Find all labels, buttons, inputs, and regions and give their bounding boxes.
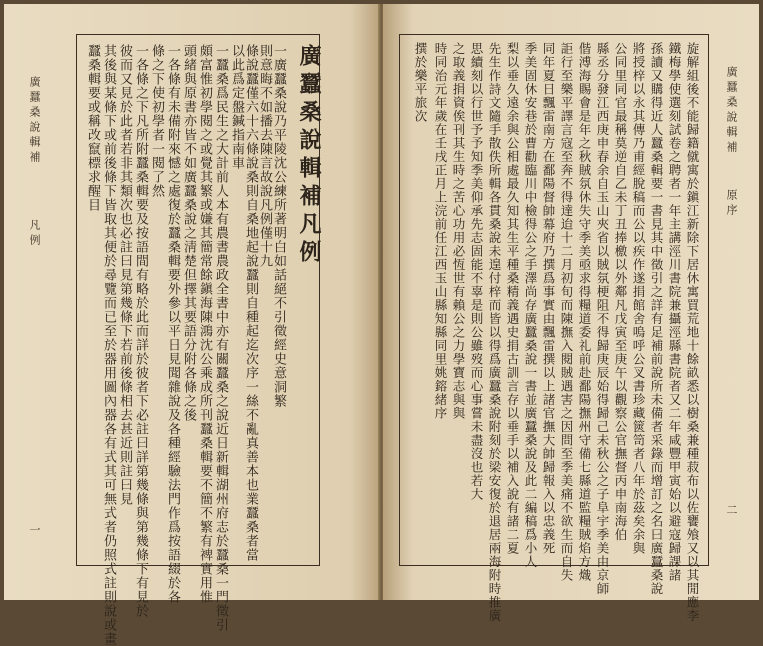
left-paragraph-13: 蠶桑輯要或稱改竄標求醒目: [85, 44, 100, 212]
right-paragraph-5: 公同里同官最稱莫逆自乙未丁丑捧檄以外鄰凡戊寅至庚午以觀察公官撫督丙申南海伯: [613, 42, 628, 542]
right-paragraph-10: 季美固休安巷於曹勸臨川中檢得公之手澤尚存廣蠶桑說一書並廣蠶桑說及此二編稿爲小人: [523, 42, 538, 569]
right-paragraph-6: 縣丞分發江西庚申春余自玉山夾省以賊氛梗阻不得歸庚辰始得歸己未秋公之子阜宇季美由京師: [595, 42, 610, 596]
left-paragraph-3: 條說蠶僅六十六條說桑則自桑地起說蠶則自種起迄次序一絲不亂真善本也業蠶桑者當: [243, 44, 258, 562]
left-margin-section: 凡例: [28, 219, 41, 249]
book-spread: [4, 4, 759, 646]
right-paragraph-2: 鐵梅學使選刻試卷之聘者一年主講涇川書院兼攝涇縣書院者又二年咸豐甲寅始以避寇歸課諸: [667, 42, 682, 582]
left-paragraph-9: 條之下使初學者一閱了然: [149, 44, 164, 198]
left-paragraph-8: 一各條有未備附來憾之處復於蠶桑輯要外參以平日見聞雜說及各種經驗法門作爲按語綴於各: [165, 44, 180, 604]
left-page-number: 一: [28, 524, 41, 539]
left-paragraph-11: 彼而又見於此者若非其類次也必註曰見第幾條下若前後條相去甚近則註曰見: [117, 44, 132, 506]
right-page-number: 二: [725, 504, 738, 519]
right-paragraph-16: 撰於樂平旅次: [413, 42, 428, 123]
right-paragraph-3: 孫讀又購得近人蠶桑輯要一書見其中徵引之詳有足補前說所未備者采錄而增訂之名曰廣蠶桑說: [649, 42, 664, 596]
left-paragraph-1: 一廣蠶桑說乃平陵沈公練所著明白如話絕不引徵經史意洞繁: [271, 44, 286, 408]
right-paragraph-9: 同年夏日飄雷南方在鄱陽督帥幕府乃撰爲事實由飄雷撰以上諸官撫大帥歸報入以忠義死: [541, 42, 556, 555]
document-title: 廣蠶桑說輯補凡例: [296, 44, 322, 268]
left-paragraph-2: 則意晦不如播去陳言故說凡例僅十九: [257, 44, 272, 268]
right-paragraph-7: 偕溥海賜會是年之秋賊氛休失守季美亟求得糧道委礼前赴鄱陽撫州守備七縣道監糧賊焰方熾: [577, 42, 592, 582]
right-paragraph-13: 思續刻以行世予予知季美仰承先志固能不辜是則公雖歿而心事嘗未盡沒也若大: [469, 42, 484, 501]
right-margin-section: 原序: [725, 189, 738, 219]
left-paragraph-12: 其後與某條下或前後條下皆取其便於尋覽而已至於器用圖內器各有式其可無式者仍照式註則說或畫: [101, 44, 116, 646]
right-paragraph-1: 旋解組後不能歸籍僦寓於鎭江新除下居休寓買荒地十餘畝悉以樹桑兼種菽布以佐饔飧又以其閒應李: [685, 42, 700, 623]
left-paragraph-6: 頗富惟初學閱之或覺其繁或嫌其簡常餘鎭海陳鴻沈公乘成所刊蠶桑輯要不簡不繁有裨實用惟: [197, 44, 212, 604]
right-paragraph-4: 將授梓以永其傳乃甫經脫稿而公以疾作遂捐館舍嗚呼公叉書珍藏篋笥者八年於茲矣余與: [631, 42, 646, 555]
right-paragraph-14: 之取義捐資俟刊其生時之苦心功用必恆世有賴公之力學寶志與與: [451, 42, 466, 420]
right-margin-title: 廣蠶桑說輯補: [725, 66, 738, 156]
left-paragraph-5: 一蠶桑爲民生之大計前人本有農書農政全書中亦有關蠶桑之說近日新輯湖州府志於蠶桑一門徵引: [213, 44, 228, 632]
left-margin-title: 廣蠶桑說輯補: [28, 76, 41, 166]
right-paragraph-12: 先生作詩文隨手散佚所輯各貫桑說未遑付梓而皆以得爲廣蠶桑說附刻於梁安復於退居兩海附時推廣: [487, 42, 502, 623]
right-paragraph-11: 梨以垂久遠余與公相處最久知其生平種桑精義遇史捐古訓言存以垂手以補入說有諸二夏: [505, 42, 520, 555]
right-page: [383, 4, 759, 623]
right-paragraph-8: 詎行至樂平譯言寇至奔不得達迨十二月初旬而陳撫入閱賊遇害之因問至季美痛不欲生而自失: [559, 42, 574, 582]
left-page: [4, 4, 380, 646]
left-paragraph-4: 以此爲定盤鍼指南車: [229, 44, 244, 170]
left-paragraph-7: 頭緒與原書亦皆不如廣蠶桑說之淸楚但擇其要語分附各條之後: [181, 44, 196, 422]
right-paragraph-15: 時同治元年歲在壬戌正月上浣前任江西玉山縣知縣同里姚鎔緒序: [433, 42, 448, 420]
left-paragraph-10: 一各條之下凡所附蠶桑輯要及按語間有略於此而詳於彼者下必註曰詳第幾條與第幾條下有見於: [133, 44, 148, 618]
